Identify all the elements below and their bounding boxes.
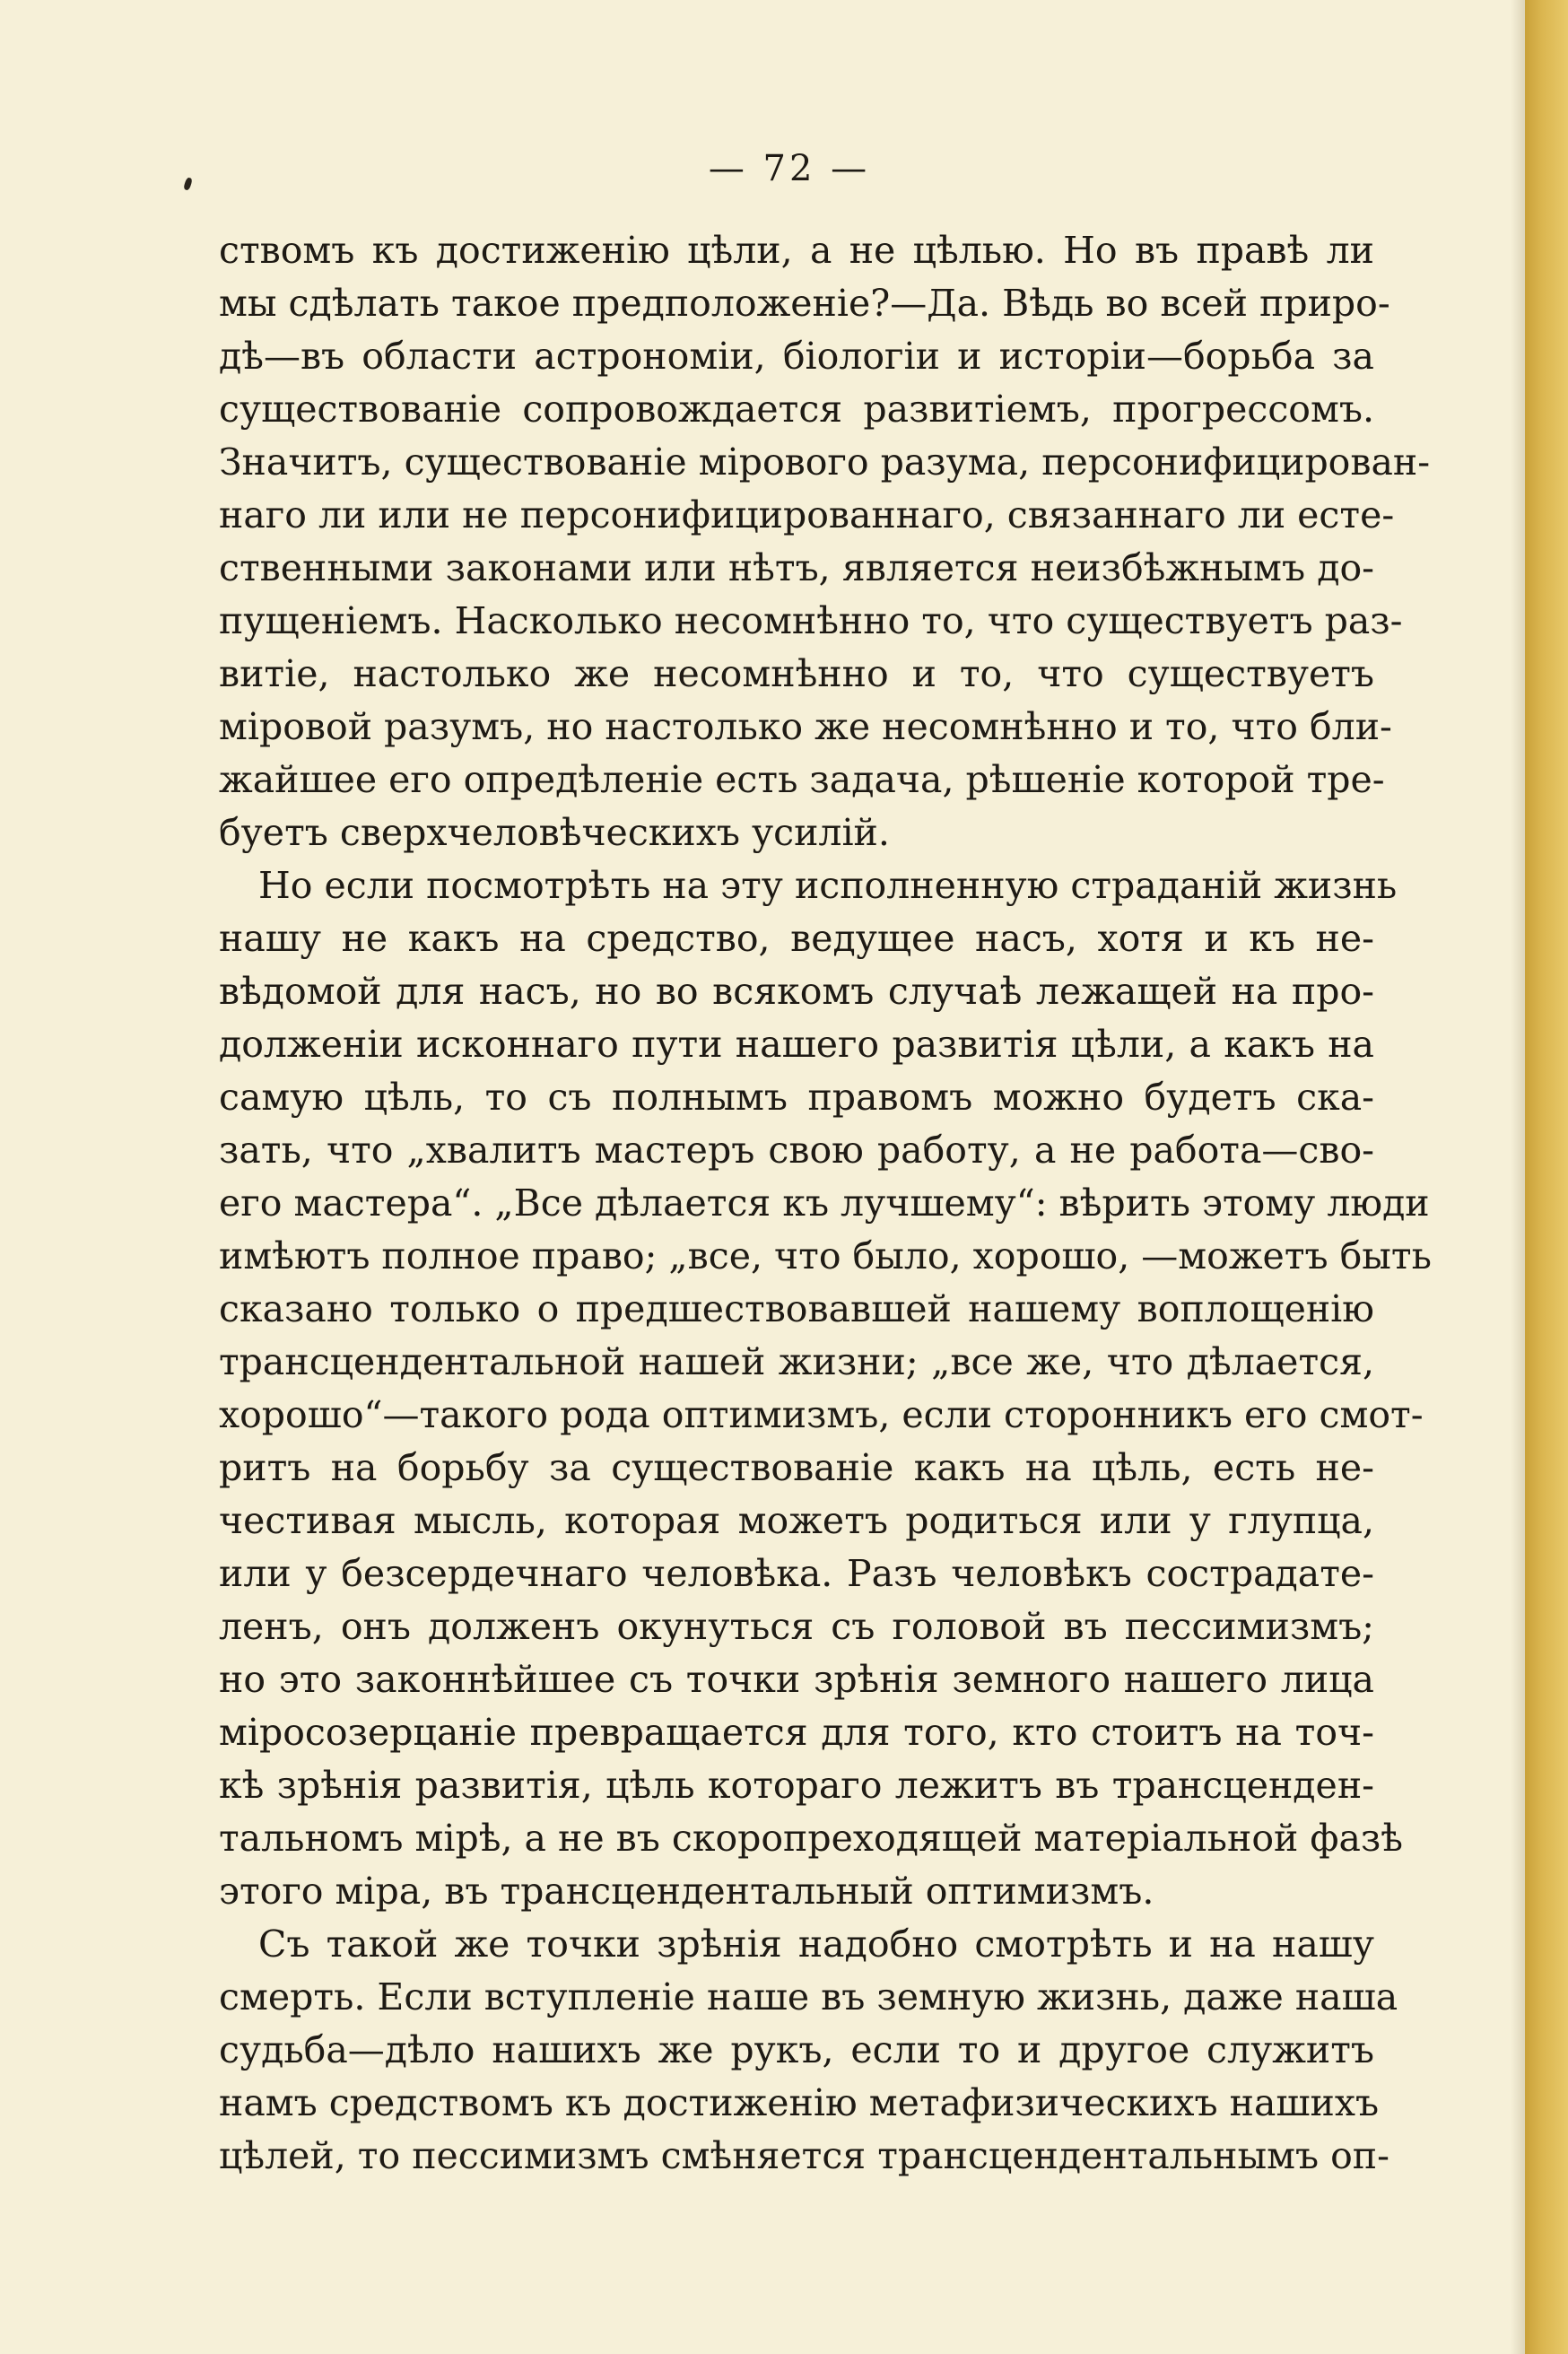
text-line: ствомъ къ достиженію цѣли, а не цѣлью. Но въ правѣ ли	[219, 229, 1374, 272]
text-line: міровой разумъ, но настолько же несомнѣнно и то, что бли-	[219, 705, 1392, 748]
text-line: буетъ сверхчеловѣческихъ усилій.	[219, 811, 890, 854]
text-line: ственными законами или нѣтъ, является неизбѣжнымъ до-	[219, 546, 1374, 589]
text-line: жайшее его опредѣленіе есть задача, рѣшеніе которой тре-	[219, 758, 1385, 801]
text-line: мы сдѣлать такое предположеніе?—Да. Вѣдь во всей приро-	[219, 282, 1390, 325]
page-body-text	[219, 224, 1432, 2183]
paragraph-2	[219, 859, 1432, 1918]
text-line: вѣдомой для насъ, но во всякомъ случаѣ лежащей на про-	[219, 970, 1374, 1013]
text-line: тальномъ мірѣ, а не въ скоропреходящей матеріальной фазѣ	[219, 1817, 1403, 1860]
text-line: этого міра, въ трансцендентальный оптимизмъ.	[219, 1870, 1154, 1913]
text-line: трансцендентальной нашей жизни; „все же, что дѣлается,	[219, 1340, 1374, 1383]
text-line: ритъ на борьбу за существованіе какъ на цѣль, есть не-	[219, 1446, 1374, 1489]
text-line: міросозерцаніе превращается для того, кто стоитъ на точ-	[219, 1711, 1374, 1754]
text-line: или у безсердечнаго человѣка. Разъ человѣкъ сострадате-	[219, 1552, 1374, 1595]
text-line: честивая мысль, которая можетъ родиться или у глупца,	[219, 1499, 1374, 1542]
text-line: самую цѣль, то съ полнымъ правомъ можно будетъ ска-	[219, 1076, 1374, 1119]
text-line: пущеніемъ. Насколько несомнѣнно то, что существуетъ раз-	[219, 599, 1403, 642]
text-line: наго ли или не персонифицированнаго, связаннаго ли есте-	[219, 493, 1395, 536]
text-line: цѣлей, то пессимизмъ смѣняется трансцендентальнымъ оп-	[219, 2134, 1389, 2177]
text-line: зать, что „хвалитъ мастеръ свою работу, а не работа—сво-	[219, 1129, 1374, 1172]
text-line: существованіе сопровождается развитіемъ, прогрессомъ.	[219, 388, 1374, 431]
text-line: витіе, настолько же несомнѣнно и то, что существуетъ	[219, 652, 1374, 695]
text-line: Но если посмотрѣть на эту исполненную страданій жизнь	[258, 864, 1398, 907]
page-edge	[1525, 0, 1568, 2354]
text-line: ленъ, онъ долженъ окунуться съ головой въ пессимизмъ;	[219, 1605, 1374, 1648]
text-line: намъ средствомъ къ достиженію метафизическихъ нашихъ	[219, 2081, 1380, 2124]
text-line: имѣютъ полное право; „все, что было, хорошо, —можетъ быть	[219, 1234, 1432, 1277]
text-line: Значитъ, существованіе мірового разума, персонифицирован-	[219, 440, 1431, 484]
text-line: дѣ—въ области астрономіи, біологіи и исторіи—борьба за	[219, 335, 1374, 378]
text-line: но это законнѣйшее съ точки зрѣнія земного нашего лица	[219, 1658, 1374, 1701]
text-line: кѣ зрѣнія развитія, цѣль котораго лежитъ въ трансценден-	[219, 1764, 1374, 1807]
text-line: нашу не какъ на средство, ведущее насъ, хотя и къ не-	[219, 917, 1374, 960]
page-number: — 72 —	[708, 148, 871, 189]
text-line: смерть. Если вступленіе наше въ земную жизнь, даже наша	[219, 1975, 1398, 2018]
text-line: его мастера“. „Все дѣлается къ лучшему“: вѣрить этому люди	[219, 1181, 1430, 1225]
paragraph-3	[219, 1918, 1398, 2183]
text-line: судьба—дѣло нашихъ же рукъ, если то и другое служитъ	[219, 2028, 1374, 2071]
text-line: сказано только о предшествовавшей нашему воплощенію	[219, 1287, 1374, 1330]
paragraph-1	[219, 224, 1431, 859]
text-line: долженіи исконнаго пути нашего развитія цѣли, а какъ на	[219, 1023, 1374, 1066]
text-line: хорошо“—такого рода оптимизмъ, если сторонникъ его смот-	[219, 1393, 1424, 1436]
text-line: Съ такой же точки зрѣнія надобно смотрѣть и на нашу	[258, 1922, 1374, 1966]
